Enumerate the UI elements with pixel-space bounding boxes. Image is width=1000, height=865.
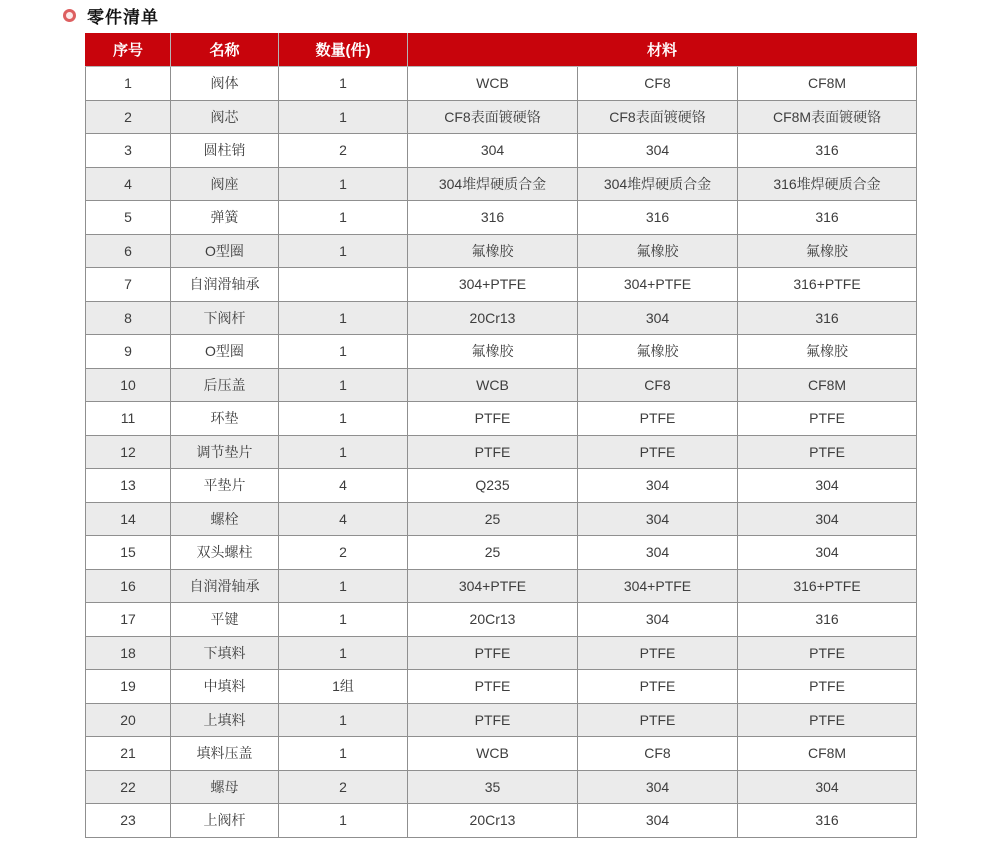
- table-row: [86, 167, 917, 201]
- table-row: [86, 301, 917, 335]
- table-row: [86, 603, 917, 637]
- cell-qty: 2: [279, 134, 408, 168]
- cell-material-3: CF8M表面镀硬铬: [738, 100, 917, 134]
- cell-material-3: 316: [738, 134, 917, 168]
- cell-qty: 1: [279, 201, 408, 235]
- cell-material-3: CF8M: [738, 368, 917, 402]
- cell-material-2: PTFE: [578, 402, 738, 436]
- cell-no: 1: [86, 67, 171, 101]
- cell-material-2: 304: [578, 502, 738, 536]
- cell-material-3: 316: [738, 603, 917, 637]
- cell-no: 2: [86, 100, 171, 134]
- cell-material-3: PTFE: [738, 435, 917, 469]
- cell-material-2: PTFE: [578, 670, 738, 704]
- cell-material-1: 35: [408, 770, 578, 804]
- cell-name: O型圈: [171, 234, 279, 268]
- page-title: 零件清单: [87, 8, 159, 27]
- cell-no: 23: [86, 804, 171, 838]
- cell-material-2: 304+PTFE: [578, 569, 738, 603]
- table-row: [86, 234, 917, 268]
- cell-no: 16: [86, 569, 171, 603]
- cell-name: 下阀杆: [171, 301, 279, 335]
- cell-material-2: 304: [578, 804, 738, 838]
- header-qty: 数量(件): [279, 33, 408, 67]
- cell-no: 14: [86, 502, 171, 536]
- cell-no: 19: [86, 670, 171, 704]
- header-row: [86, 33, 917, 67]
- cell-name: 双头螺柱: [171, 536, 279, 570]
- cell-qty: 1: [279, 100, 408, 134]
- cell-material-3: 304: [738, 536, 917, 570]
- cell-material-1: PTFE: [408, 703, 578, 737]
- cell-material-2: 304: [578, 603, 738, 637]
- table-row: [86, 201, 917, 235]
- table-row: [86, 737, 917, 771]
- table-row: [86, 703, 917, 737]
- table-row: [86, 469, 917, 503]
- cell-qty: [279, 268, 408, 302]
- cell-no: 3: [86, 134, 171, 168]
- cell-material-3: PTFE: [738, 670, 917, 704]
- cell-material-2: PTFE: [578, 703, 738, 737]
- cell-no: 18: [86, 636, 171, 670]
- cell-name: 上填料: [171, 703, 279, 737]
- cell-material-2: 氟橡胶: [578, 335, 738, 369]
- cell-material-1: 20Cr13: [408, 603, 578, 637]
- cell-name: 中填料: [171, 670, 279, 704]
- cell-material-3: 316: [738, 201, 917, 235]
- cell-qty: 1: [279, 234, 408, 268]
- cell-name: 后压盖: [171, 368, 279, 402]
- cell-name: 平垫片: [171, 469, 279, 503]
- cell-name: 弹簧: [171, 201, 279, 235]
- bullet-ring-icon: [63, 9, 76, 22]
- cell-name: 圆柱销: [171, 134, 279, 168]
- cell-qty: 2: [279, 536, 408, 570]
- cell-name: 阀体: [171, 67, 279, 101]
- cell-material-2: 304: [578, 134, 738, 168]
- cell-material-3: 316堆焊硬质合金: [738, 167, 917, 201]
- cell-no: 6: [86, 234, 171, 268]
- cell-material-3: CF8M: [738, 737, 917, 771]
- cell-name: 下填料: [171, 636, 279, 670]
- table-header: [86, 33, 917, 67]
- cell-material-2: 304堆焊硬质合金: [578, 167, 738, 201]
- cell-material-1: 304堆焊硬质合金: [408, 167, 578, 201]
- cell-material-3: 氟橡胶: [738, 234, 917, 268]
- cell-material-2: 304: [578, 301, 738, 335]
- cell-material-2: 304: [578, 770, 738, 804]
- cell-qty: 1: [279, 368, 408, 402]
- cell-material-3: 316+PTFE: [738, 268, 917, 302]
- cell-material-1: 304+PTFE: [408, 569, 578, 603]
- cell-material-3: 304: [738, 770, 917, 804]
- cell-material-3: 316: [738, 301, 917, 335]
- cell-material-1: 25: [408, 536, 578, 570]
- cell-qty: 1: [279, 636, 408, 670]
- cell-qty: 1: [279, 603, 408, 637]
- table-row: [86, 502, 917, 536]
- table-row: [86, 670, 917, 704]
- cell-material-1: 304+PTFE: [408, 268, 578, 302]
- cell-name: 填料压盖: [171, 737, 279, 771]
- cell-no: 4: [86, 167, 171, 201]
- parts-table: [85, 33, 917, 838]
- cell-material-1: 20Cr13: [408, 804, 578, 838]
- cell-material-1: WCB: [408, 67, 578, 101]
- cell-material-2: PTFE: [578, 435, 738, 469]
- table-row: [86, 100, 917, 134]
- cell-qty: 4: [279, 469, 408, 503]
- table-row: [86, 804, 917, 838]
- cell-material-2: CF8: [578, 737, 738, 771]
- cell-name: 自润滑轴承: [171, 268, 279, 302]
- cell-material-2: CF8表面镀硬铬: [578, 100, 738, 134]
- cell-qty: 1: [279, 167, 408, 201]
- cell-no: 12: [86, 435, 171, 469]
- cell-qty: 1: [279, 335, 408, 369]
- cell-no: 5: [86, 201, 171, 235]
- cell-material-2: 316: [578, 201, 738, 235]
- cell-name: O型圈: [171, 335, 279, 369]
- cell-material-1: CF8表面镀硬铬: [408, 100, 578, 134]
- table-row: [86, 770, 917, 804]
- cell-no: 7: [86, 268, 171, 302]
- cell-material-1: WCB: [408, 368, 578, 402]
- cell-material-1: 20Cr13: [408, 301, 578, 335]
- cell-material-3: 316: [738, 804, 917, 838]
- cell-name: 阀芯: [171, 100, 279, 134]
- cell-name: 上阀杆: [171, 804, 279, 838]
- header-name: 名称: [171, 33, 279, 67]
- cell-material-1: 304: [408, 134, 578, 168]
- cell-material-1: PTFE: [408, 435, 578, 469]
- table-row: [86, 134, 917, 168]
- cell-material-1: 316: [408, 201, 578, 235]
- cell-no: 13: [86, 469, 171, 503]
- table-row: [86, 536, 917, 570]
- cell-name: 平键: [171, 603, 279, 637]
- table-row: [86, 435, 917, 469]
- cell-no: 17: [86, 603, 171, 637]
- cell-name: 自润滑轴承: [171, 569, 279, 603]
- cell-qty: 1组: [279, 670, 408, 704]
- cell-qty: 1: [279, 67, 408, 101]
- cell-material-3: 316+PTFE: [738, 569, 917, 603]
- cell-material-2: CF8: [578, 67, 738, 101]
- cell-material-3: 304: [738, 469, 917, 503]
- cell-name: 螺母: [171, 770, 279, 804]
- section-title-bar: [63, 3, 159, 28]
- table-row: [86, 368, 917, 402]
- cell-material-1: PTFE: [408, 670, 578, 704]
- cell-material-1: WCB: [408, 737, 578, 771]
- cell-qty: 1: [279, 435, 408, 469]
- cell-no: 21: [86, 737, 171, 771]
- cell-material-1: Q235: [408, 469, 578, 503]
- cell-material-1: 25: [408, 502, 578, 536]
- cell-material-3: 氟橡胶: [738, 335, 917, 369]
- table-row: [86, 268, 917, 302]
- table-row: [86, 569, 917, 603]
- cell-name: 阀座: [171, 167, 279, 201]
- header-no: 序号: [86, 33, 171, 67]
- cell-material-1: 氟橡胶: [408, 335, 578, 369]
- cell-material-3: PTFE: [738, 636, 917, 670]
- cell-material-2: 304: [578, 536, 738, 570]
- cell-name: 螺栓: [171, 502, 279, 536]
- cell-no: 10: [86, 368, 171, 402]
- cell-material-1: 氟橡胶: [408, 234, 578, 268]
- cell-qty: 4: [279, 502, 408, 536]
- cell-no: 22: [86, 770, 171, 804]
- cell-material-3: PTFE: [738, 703, 917, 737]
- cell-name: 环垫: [171, 402, 279, 436]
- cell-no: 20: [86, 703, 171, 737]
- cell-qty: 1: [279, 301, 408, 335]
- cell-material-2: 304: [578, 469, 738, 503]
- cell-material-3: CF8M: [738, 67, 917, 101]
- table-row: [86, 636, 917, 670]
- table-row: [86, 335, 917, 369]
- cell-no: 9: [86, 335, 171, 369]
- cell-material-1: PTFE: [408, 636, 578, 670]
- cell-qty: 1: [279, 569, 408, 603]
- cell-qty: 1: [279, 402, 408, 436]
- cell-no: 11: [86, 402, 171, 436]
- table-body: [86, 67, 917, 838]
- cell-name: 调节垫片: [171, 435, 279, 469]
- cell-qty: 1: [279, 737, 408, 771]
- cell-material-2: 氟橡胶: [578, 234, 738, 268]
- cell-no: 15: [86, 536, 171, 570]
- cell-material-1: PTFE: [408, 402, 578, 436]
- header-material: 材料: [408, 33, 917, 67]
- cell-material-3: 304: [738, 502, 917, 536]
- cell-material-2: PTFE: [578, 636, 738, 670]
- cell-qty: 1: [279, 703, 408, 737]
- cell-material-2: 304+PTFE: [578, 268, 738, 302]
- cell-qty: 1: [279, 804, 408, 838]
- cell-qty: 2: [279, 770, 408, 804]
- cell-material-2: CF8: [578, 368, 738, 402]
- cell-material-3: PTFE: [738, 402, 917, 436]
- table-row: [86, 402, 917, 436]
- table-row: [86, 67, 917, 101]
- cell-no: 8: [86, 301, 171, 335]
